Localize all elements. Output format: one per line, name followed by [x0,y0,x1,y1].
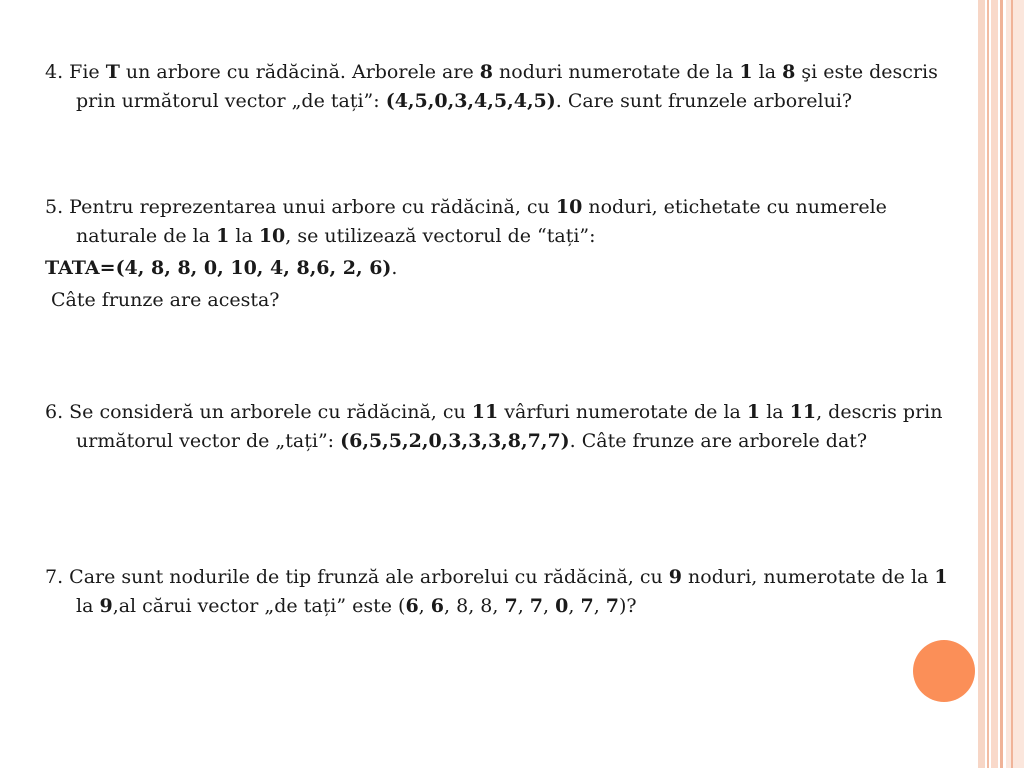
slide-content [45,58,965,621]
decor-stripe [1000,0,1003,768]
problem-5: 5. Pentru reprezentarea unui arbore cu rădăcină, cu 10 noduri, etichetate cu numerele naturale de la 1 la 10, se utilizează vectorul de “tați”: [45,196,887,247]
decor-stripe [1011,0,1013,768]
problem-7: 7. Care sunt nodurile de tip frunză ale arborelui cu rădăcină, cu 9 noduri, numerotate de la 1 la 9,al cărui vector „de tați” este (6, 6, 8, 8, 7, 7, 0, 7, 7)? [45,566,948,617]
decor-circle [913,640,975,702]
decor-stripe [987,0,989,768]
problem-5-vector: TATA=(4, 8, 8, 0, 10, 4, 8,6, 2, 6). [45,257,398,279]
problem-6: 6. Se consideră un arborele cu rădăcină, cu 11 vârfuri numerotate de la 1 la 11, descris prin următorul vector de „tați”: (6,5,5,2,0,3,3,3,8,7,7). Câte frunze are arborele dat? [45,401,943,452]
problem-5-question: Câte frunze are acesta? [51,289,280,311]
decor-stripe [991,0,998,768]
decor-stripe [978,0,985,768]
decor-stripe [1006,0,1024,768]
problem-4: 4. Fie T un arbore cu rădăcină. Arborele are 8 noduri numerotate de la 1 la 8 şi este descris prin următorul vector „de tați”: (4,5,0,3,4,5,4,5). Care sunt frunzele arborelui? [45,61,938,112]
